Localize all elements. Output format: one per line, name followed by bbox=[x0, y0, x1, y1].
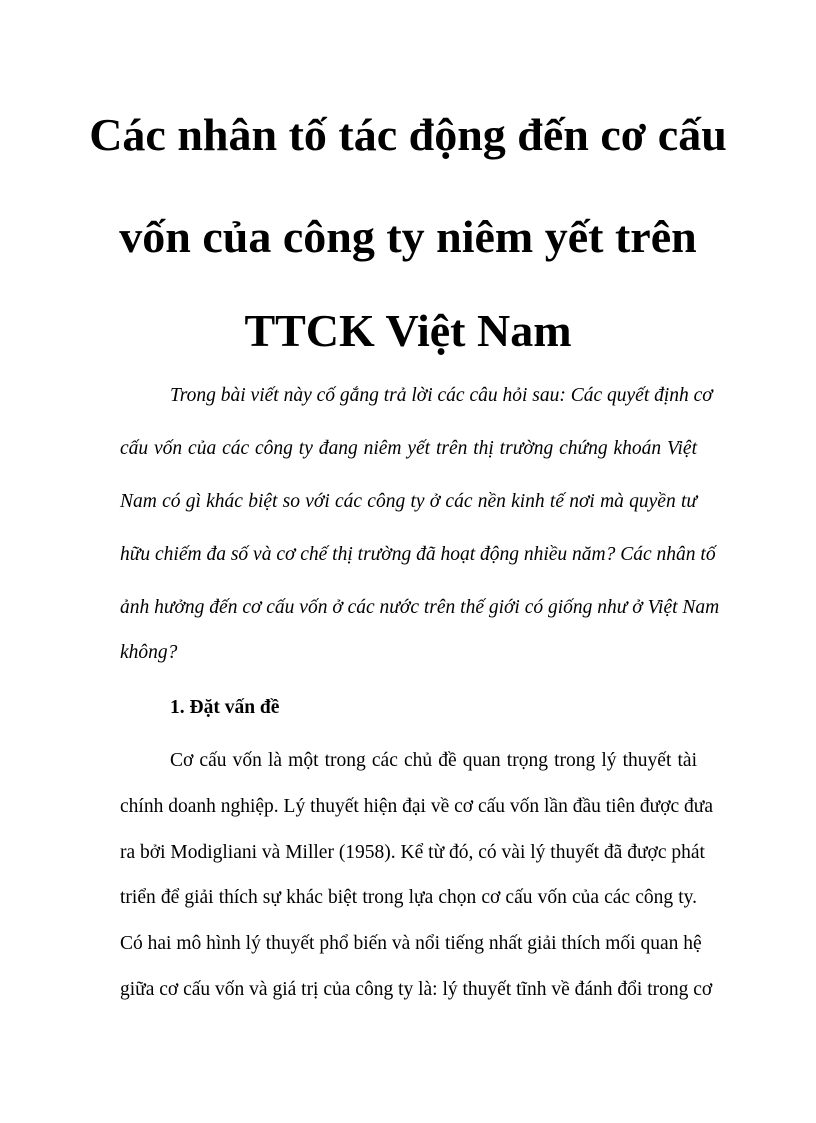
body-line: Có hai mô hình lý thuyết phổ biến và nổi tiếng nhất giải thích mối quan hệ bbox=[120, 933, 702, 954]
body-line: triển để giải thích sự khác biệt trong lựa chọn cơ cấu vốn của các công ty. bbox=[120, 887, 697, 908]
body-line: Cơ cấu vốn là một trong các chủ đề quan trọng trong lý thuyết tài bbox=[170, 750, 697, 771]
body-line: giữa cơ cấu vốn và giá trị của công ty là: lý thuyết tĩnh về đánh đổi trong cơ bbox=[120, 979, 713, 1000]
abstract-line: Trong bài viết này cố gắng trả lời các câu hỏi sau: Các quyết định cơ bbox=[170, 385, 713, 406]
abstract-line: hữu chiếm đa số và cơ chế thị trường đã hoạt động nhiều năm? Các nhân tố bbox=[120, 544, 716, 565]
section-heading: 1. Đặt vấn đề bbox=[170, 697, 280, 718]
document-title-line-1: Các nhân tố tác động đến cơ cấu bbox=[89, 109, 727, 160]
abstract-line: Nam có gì khác biệt so với các công ty ở các nền kinh tế nơi mà quyền tư bbox=[120, 491, 697, 512]
body-line: chính doanh nghiệp. Lý thuyết hiện đại về cơ cấu vốn lần đầu tiên được đưa bbox=[120, 796, 714, 817]
abstract-line: cấu vốn của các công ty đang niêm yết trên thị trường chứng khoán Việt bbox=[120, 438, 697, 459]
document-title-line-3: TTCK Việt Nam bbox=[244, 305, 572, 356]
abstract-line: không? bbox=[120, 642, 178, 663]
body-line: ra bởi Modigliani và Miller (1958). Kể từ đó, có vài lý thuyết đã được phát bbox=[120, 842, 705, 863]
abstract-line: ảnh hưởng đến cơ cấu vốn ở các nước trên thế giới có giống như ở Việt Nam bbox=[120, 597, 720, 618]
document-title-line-2: vốn của công ty niêm yết trên bbox=[119, 211, 697, 262]
